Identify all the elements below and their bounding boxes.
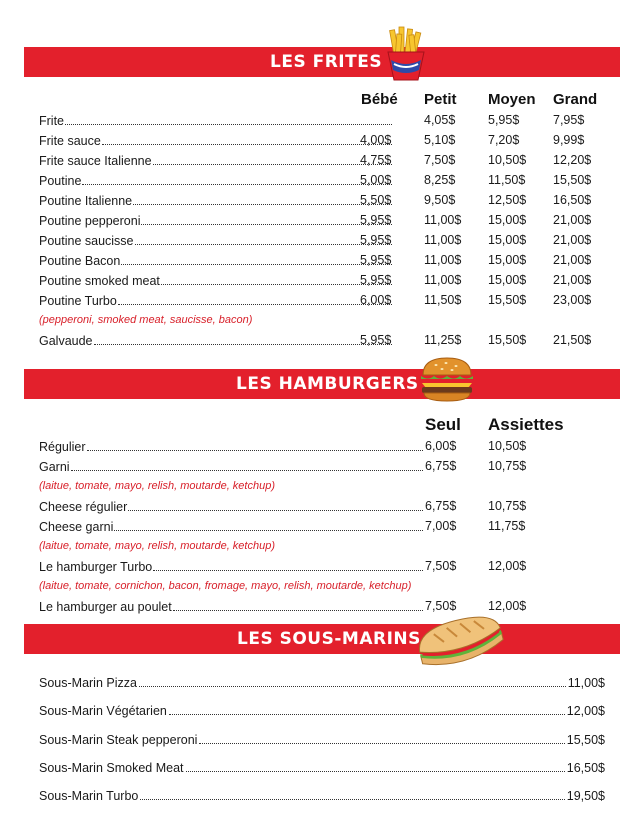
price-petit: 11,00$ (424, 273, 462, 287)
price-moyen: 15,00$ (488, 273, 527, 287)
item-name: Frite (39, 114, 64, 128)
price-grand: 16,50$ (553, 193, 592, 207)
price-grand: 21,50$ (553, 333, 592, 347)
menu-row (39, 497, 539, 515)
sub-sandwich-icon (414, 612, 506, 668)
col-assiettes: Assiettes (488, 415, 564, 434)
menu-row-galvaude (39, 331, 599, 349)
price-grand: 21,00$ (553, 233, 592, 247)
menu-row (39, 231, 599, 249)
price-bebe: 5,00$ (360, 173, 392, 187)
price-bebe: 4,75$ (360, 153, 392, 167)
price-bebe: 5,95$ (360, 333, 392, 347)
menu-row (39, 291, 599, 309)
garni-note: (laitue, tomate, mayo, relish, moutarde, ketchup) (39, 480, 275, 492)
hamburgers-title: LES HAMBURGERS (236, 374, 419, 394)
price-bebe: 5,95$ (360, 273, 392, 287)
burger-icon (418, 355, 476, 403)
item-name: Cheese régulier (39, 500, 128, 514)
item-name: Poutine Bacon (39, 254, 121, 268)
price-seul: 6,75$ (425, 499, 457, 513)
price-seul: 7,00$ (425, 519, 457, 533)
price-grand: 21,00$ (553, 273, 592, 287)
frites-title: LES FRITES (270, 52, 383, 72)
col-grand: Grand (553, 91, 598, 108)
price-grand: 21,00$ (553, 253, 592, 267)
item-name: Sous-Marin Pizza (39, 676, 137, 690)
item-name: Poutine saucisse (39, 234, 134, 248)
menu-row (39, 111, 599, 129)
menu-row (39, 271, 599, 289)
price-moyen: 15,00$ (488, 253, 527, 267)
menu-row (39, 730, 605, 748)
price-bebe: 5,50$ (360, 193, 392, 207)
price-grand: 12,20$ (553, 153, 592, 167)
menu-row (39, 251, 599, 269)
price-grand: 21,00$ (553, 213, 592, 227)
price-moyen: 15,50$ (488, 333, 527, 347)
price-petit: 4,05$ (424, 113, 456, 127)
menu-row (39, 758, 605, 776)
col-seul: Seul (425, 415, 461, 434)
price-petit: 5,10$ (424, 133, 456, 147)
menu-row (39, 457, 539, 475)
price-assiettes: 10,75$ (488, 499, 527, 513)
item-name: Poutine (39, 174, 82, 188)
price-bebe: 5,95$ (360, 233, 392, 247)
item-name: Cheese garni (39, 520, 114, 534)
price-grand: 23,00$ (553, 293, 592, 307)
sous-marins-banner (24, 624, 620, 654)
price-petit: 9,50$ (424, 193, 456, 207)
price-bebe: 5,95$ (360, 253, 392, 267)
menu-row (39, 131, 599, 149)
item-name: Sous-Marin Steak pepperoni (39, 733, 198, 747)
item-name: Poutine pepperoni (39, 214, 141, 228)
price-assiettes: 10,50$ (488, 439, 527, 453)
poutine-turbo-note: (pepperoni, smoked meat, saucisse, bacon) (39, 314, 253, 326)
price-petit: 11,50$ (424, 293, 462, 307)
menu-row (39, 673, 605, 691)
price-grand: 7,95$ (553, 113, 585, 127)
price-moyen: 10,50$ (488, 153, 527, 167)
item-name: Le hamburger Turbo (39, 560, 153, 574)
fries-icon (382, 26, 430, 84)
item-name: Poutine smoked meat (39, 274, 160, 288)
price-moyen: 12,50$ (488, 193, 527, 207)
menu-row (39, 557, 539, 575)
price-petit: 7,50$ (424, 153, 456, 167)
price-moyen: 15,00$ (488, 233, 527, 247)
price-seul: 7,50$ (425, 559, 457, 573)
menu-row (39, 211, 599, 229)
price-bebe: 6,00$ (360, 293, 392, 307)
col-petit: Petit (424, 91, 457, 108)
price-petit: 8,25$ (424, 173, 456, 187)
item-price: 11,00$ (567, 676, 605, 690)
menu-row (39, 437, 539, 455)
price-petit: 11,25$ (424, 333, 462, 347)
item-price: 16,50$ (566, 761, 605, 775)
hamburgers-banner (24, 369, 620, 399)
sous-marins-title: LES SOUS-MARINS (237, 629, 421, 649)
price-petit: 11,00$ (424, 213, 462, 227)
item-name: Frite sauce Italienne (39, 154, 152, 168)
price-assiettes: 11,75$ (488, 519, 526, 533)
item-price: 19,50$ (566, 789, 605, 803)
item-name: Poutine Italienne (39, 194, 133, 208)
item-price: 12,00$ (566, 704, 605, 718)
price-bebe: 5,95$ (360, 213, 392, 227)
item-price: 15,50$ (566, 733, 605, 747)
price-seul: 6,00$ (425, 439, 457, 453)
price-bebe: 4,00$ (360, 133, 392, 147)
price-assiettes: 12,00$ (488, 559, 527, 573)
menu-row (39, 701, 605, 719)
hamburger-turbo-note: (laitue, tomate, cornichon, bacon, fromage, mayo, relish, moutarde, ketchup) (39, 580, 412, 592)
price-seul: 7,50$ (425, 599, 457, 613)
price-petit: 11,00$ (424, 253, 462, 267)
price-petit: 11,00$ (424, 233, 462, 247)
item-name: Garni (39, 460, 70, 474)
item-name: Sous-Marin Turbo (39, 789, 139, 803)
item-name: Le hamburger au poulet (39, 600, 172, 614)
item-name: Régulier (39, 440, 86, 454)
price-moyen: 15,00$ (488, 213, 527, 227)
menu-row (39, 517, 539, 535)
col-moyen: Moyen (488, 91, 536, 108)
price-seul: 6,75$ (425, 459, 457, 473)
cheese-garni-note: (laitue, tomate, mayo, relish, moutarde, ketchup) (39, 540, 275, 552)
price-grand: 9,99$ (553, 133, 585, 147)
frites-banner (24, 47, 620, 77)
menu-row (39, 191, 599, 209)
col-bebe: Bébé (361, 91, 398, 108)
price-moyen: 5,95$ (488, 113, 520, 127)
item-name: Sous-Marin Végétarien (39, 704, 167, 718)
menu-row (39, 151, 599, 169)
price-moyen: 11,50$ (488, 173, 526, 187)
menu-row (39, 786, 605, 804)
price-assiettes: 10,75$ (488, 459, 527, 473)
item-name: Frite sauce (39, 134, 101, 148)
menu-row (39, 171, 599, 189)
price-moyen: 7,20$ (488, 133, 520, 147)
price-moyen: 15,50$ (488, 293, 527, 307)
item-name: Poutine Turbo (39, 294, 117, 308)
item-name: Sous-Marin Smoked Meat (39, 761, 184, 775)
item-name: Galvaude (39, 334, 93, 348)
price-grand: 15,50$ (553, 173, 592, 187)
price-assiettes: 12,00$ (488, 599, 527, 613)
